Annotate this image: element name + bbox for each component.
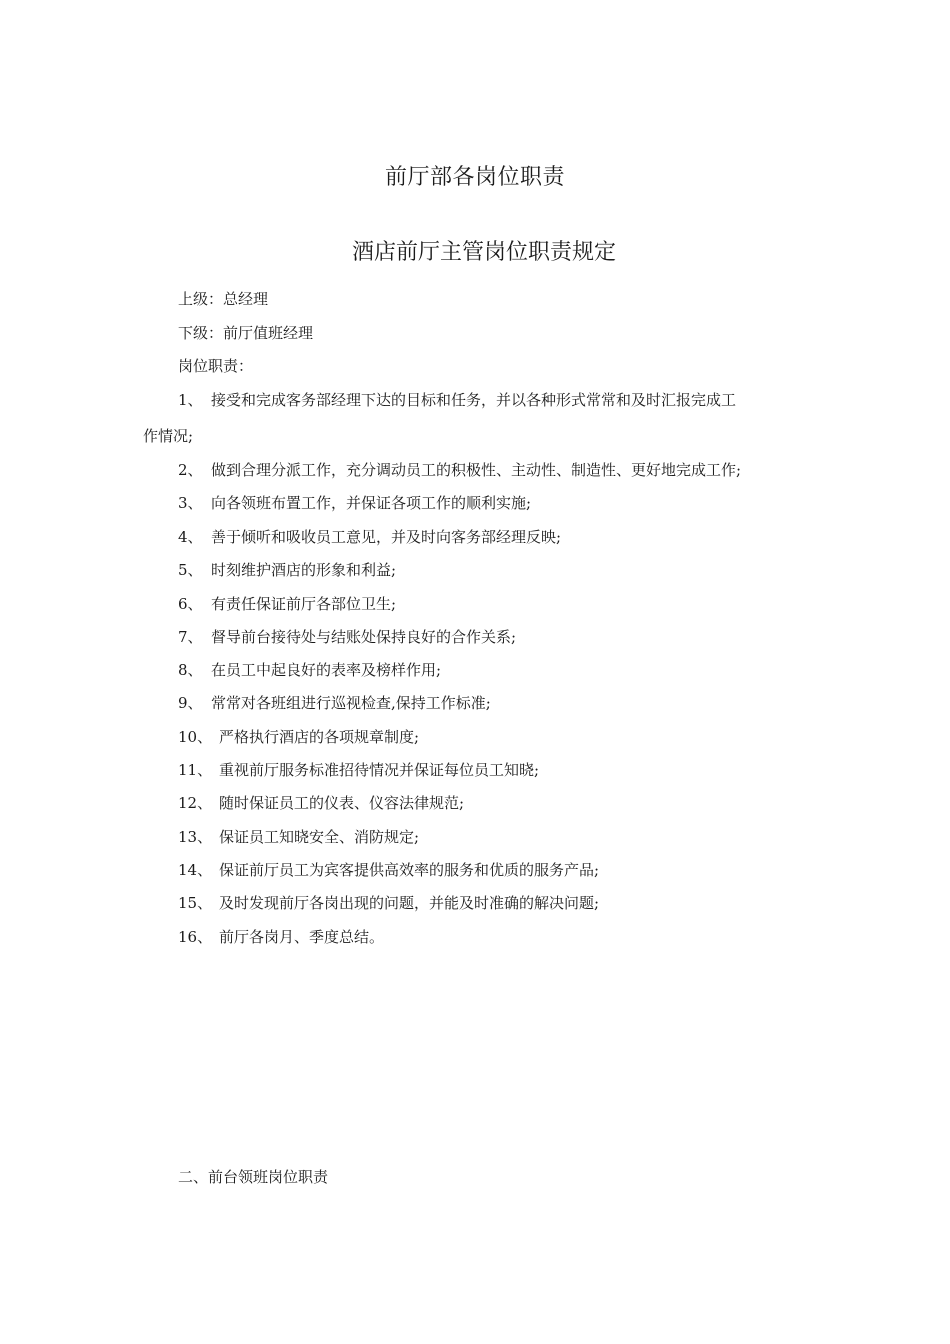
- item-text: 督导前台接待处与结账处保持良好的合作关系;: [211, 628, 517, 646]
- page-subtitle: 酒店前厅主管岗位职责规定: [351, 240, 616, 265]
- list-item: [178, 692, 491, 713]
- list-item: [178, 759, 539, 780]
- item-number: 12、: [178, 794, 213, 812]
- list-item: [178, 826, 419, 847]
- item-number: 11、: [178, 761, 213, 779]
- item-text: 前厅各岗月、季度总结。: [219, 928, 385, 946]
- item-number: 7、: [178, 628, 203, 646]
- list-item: [178, 492, 531, 513]
- item-number: 6、: [178, 595, 203, 613]
- list-item: [178, 626, 516, 647]
- duties-label: 岗位职责：: [178, 357, 254, 375]
- item-text: 时刻维护酒店的形象和利益;: [211, 561, 397, 579]
- item-text: 重视前厅服务标准招待情况并保证每位员工知晓;: [219, 761, 540, 779]
- page-title: 前厅部各岗位职责: [384, 165, 565, 190]
- item-number: 1、: [178, 391, 203, 409]
- list-item: [178, 389, 736, 410]
- item-number: 4、: [178, 528, 203, 546]
- list-item: [178, 593, 396, 614]
- superior-line: 上级：总经理: [178, 290, 269, 308]
- list-item: [178, 559, 396, 580]
- item-text: 随时保证员工的仪表、仪容法律规范;: [219, 794, 465, 812]
- item-number: 5、: [178, 561, 203, 579]
- section-heading: 二、前台领班岗位职责: [178, 1168, 329, 1186]
- list-item: [178, 526, 561, 547]
- list-item: [178, 892, 599, 913]
- item-text: 及时发现前厅各岗出现的问题，并能及时准确的解决问题;: [219, 894, 600, 912]
- item-number: 10、: [178, 728, 213, 746]
- item-number: 3、: [178, 494, 203, 512]
- item-text: 做到合理分派工作，充分调动员工的积极性、主动性、制造性、更好地完成工作;: [211, 461, 742, 479]
- item-text: 在员工中起良好的表率及榜样作用;: [211, 661, 442, 679]
- item-text: 严格执行酒店的各项规章制度;: [219, 728, 420, 746]
- item-text: 向各领班布置工作，并保证各项工作的顺利实施;: [211, 494, 532, 512]
- item-continuation: 作情况;: [143, 427, 194, 445]
- item-text: 常常对各班组进行巡视检查,保持工作标准;: [211, 694, 491, 712]
- list-item: [178, 659, 441, 680]
- item-text: 保证前厅员工为宾客提供高效率的服务和优质的服务产品;: [219, 861, 600, 879]
- item-number: 9、: [178, 694, 203, 712]
- item-number: 8、: [178, 661, 203, 679]
- item-number: 15、: [178, 894, 213, 912]
- item-number: 14、: [178, 861, 213, 879]
- item-text: 有责任保证前厅各部位卫生;: [211, 595, 397, 613]
- item-number: 16、: [178, 928, 213, 946]
- list-item: [178, 926, 384, 947]
- item-text: 接受和完成客务部经理下达的目标和任务，并以各种形式常常和及时汇报完成工: [211, 391, 737, 409]
- list-item: [178, 792, 464, 813]
- item-number: 13、: [178, 828, 213, 846]
- list-item: [178, 726, 419, 747]
- list-item: [178, 459, 741, 480]
- item-text: 善于倾听和吸收员工意见，并及时向客务部经理反映;: [211, 528, 562, 546]
- list-item: [178, 859, 599, 880]
- subordinate-line: 下级：前厅值班经理: [178, 324, 314, 342]
- item-number: 2、: [178, 461, 203, 479]
- item-text: 保证员工知晓安全、消防规定;: [219, 828, 420, 846]
